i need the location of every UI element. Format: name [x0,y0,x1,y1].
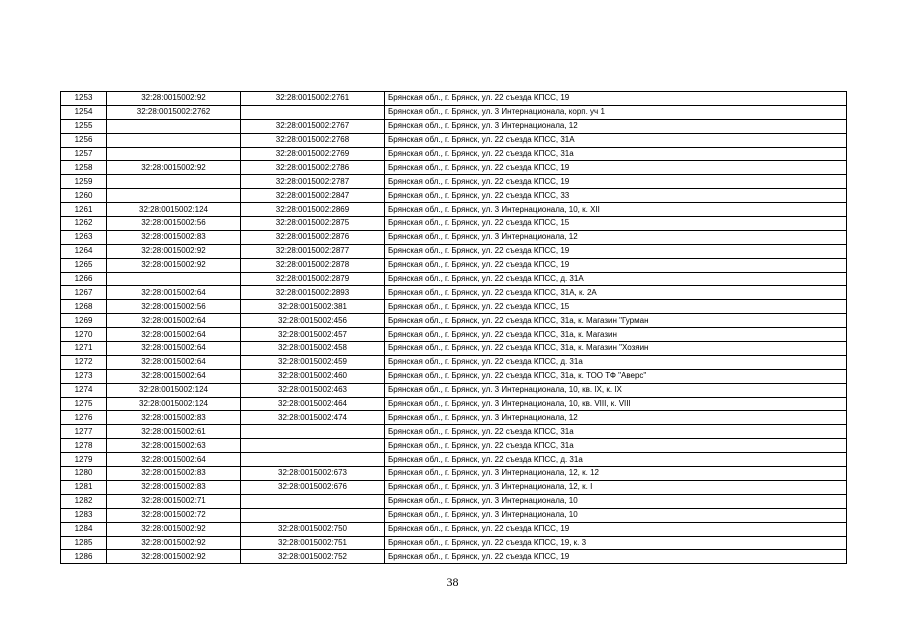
row-number-cell: 1281 [61,480,107,494]
address-cell: Брянская обл., г. Брянск, ул. 22 съезда КПСС, 15 [385,217,847,231]
table-row [61,328,847,342]
object-number-cell: 32:28:0015002:456 [241,314,385,328]
parcel-number-cell [107,175,241,189]
row-number-cell: 1278 [61,439,107,453]
parcel-number-cell [107,133,241,147]
address-cell: Брянская обл., г. Брянск, ул. 3 Интернационала, 12 [385,119,847,133]
table-row [61,105,847,119]
row-number-cell: 1258 [61,161,107,175]
parcel-number-cell: 32:28:0015002:124 [107,203,241,217]
parcel-number-cell: 32:28:0015002:64 [107,453,241,467]
row-number-cell: 1256 [61,133,107,147]
table-row [61,244,847,258]
table-row [61,425,847,439]
parcel-number-cell: 32:28:0015002:61 [107,425,241,439]
parcel-number-cell: 32:28:0015002:124 [107,383,241,397]
address-cell: Брянская обл., г. Брянск, ул. 3 Интернационала, корп. уч 1 [385,105,847,119]
address-cell: Брянская обл., г. Брянск, ул. 22 съезда КПСС, 31А, к. 2А [385,286,847,300]
row-number-cell: 1271 [61,342,107,356]
address-cell: Брянская обл., г. Брянск, ул. 3 Интернационала, 12 [385,411,847,425]
registry-table-body [61,92,847,564]
object-number-cell: 32:28:0015002:458 [241,342,385,356]
object-number-cell: 32:28:0015002:2761 [241,92,385,106]
parcel-number-cell: 32:28:0015002:92 [107,522,241,536]
parcel-number-cell: 32:28:0015002:92 [107,536,241,550]
table-row [61,161,847,175]
address-cell: Брянская обл., г. Брянск, ул. 22 съезда КПСС, 31а, к. Магазин "Гурман [385,314,847,328]
table-row [61,175,847,189]
registry-table [60,91,847,564]
table-row [61,397,847,411]
address-cell: Брянская обл., г. Брянск, ул. 22 съезда КПСС, 19 [385,550,847,564]
parcel-number-cell: 32:28:0015002:92 [107,258,241,272]
address-cell: Брянская обл., г. Брянск, ул. 22 съезда КПСС, 31а, к. Магазин [385,328,847,342]
address-cell: Брянская обл., г. Брянск, ул. 22 съезда КПСС, 31а [385,439,847,453]
object-number-cell: 32:28:0015002:474 [241,411,385,425]
table-row [61,92,847,106]
row-number-cell: 1274 [61,383,107,397]
parcel-number-cell: 32:28:0015002:56 [107,217,241,231]
row-number-cell: 1284 [61,522,107,536]
table-row [61,467,847,481]
address-cell: Брянская обл., г. Брянск, ул. 22 съезда КПСС, д. 31А [385,272,847,286]
row-number-cell: 1265 [61,258,107,272]
object-number-cell: 32:28:0015002:2878 [241,258,385,272]
row-number-cell: 1286 [61,550,107,564]
table-row [61,411,847,425]
object-number-cell: 32:28:0015002:459 [241,355,385,369]
object-number-cell [241,439,385,453]
row-number-cell: 1279 [61,453,107,467]
object-number-cell: 32:28:0015002:676 [241,480,385,494]
parcel-number-cell: 32:28:0015002:2762 [107,105,241,119]
object-number-cell: 32:28:0015002:752 [241,550,385,564]
table-row [61,230,847,244]
address-cell: Брянская обл., г. Брянск, ул. 22 съезда КПСС, 19, к. 3 [385,536,847,550]
row-number-cell: 1257 [61,147,107,161]
row-number-cell: 1269 [61,314,107,328]
table-row [61,550,847,564]
address-cell: Брянская обл., г. Брянск, ул. 3 Интернационала, 10 [385,494,847,508]
row-number-cell: 1277 [61,425,107,439]
address-cell: Брянская обл., г. Брянск, ул. 22 съезда КПСС, д. 31а [385,453,847,467]
row-number-cell: 1285 [61,536,107,550]
row-number-cell: 1272 [61,355,107,369]
object-number-cell: 32:28:0015002:2786 [241,161,385,175]
address-cell: Брянская обл., г. Брянск, ул. 3 Интернационала, 10, кв. VIII, к. VIII [385,397,847,411]
object-number-cell: 32:28:0015002:2769 [241,147,385,161]
table-row [61,355,847,369]
object-number-cell [241,508,385,522]
parcel-number-cell: 32:28:0015002:63 [107,439,241,453]
table-row [61,272,847,286]
row-number-cell: 1276 [61,411,107,425]
address-cell: Брянская обл., г. Брянск, ул. 3 Интернационала, 12, к. 12 [385,467,847,481]
parcel-number-cell [107,119,241,133]
table-row [61,522,847,536]
row-number-cell: 1270 [61,328,107,342]
table-row [61,300,847,314]
table-row [61,536,847,550]
row-number-cell: 1253 [61,92,107,106]
object-number-cell: 32:28:0015002:2767 [241,119,385,133]
object-number-cell: 32:28:0015002:2876 [241,230,385,244]
address-cell: Брянская обл., г. Брянск, ул. 22 съезда КПСС, 19 [385,161,847,175]
table-row [61,203,847,217]
table-row [61,314,847,328]
table-row [61,494,847,508]
parcel-number-cell: 32:28:0015002:71 [107,494,241,508]
object-number-cell: 32:28:0015002:2787 [241,175,385,189]
object-number-cell: 32:28:0015002:2768 [241,133,385,147]
row-number-cell: 1264 [61,244,107,258]
parcel-number-cell: 32:28:0015002:64 [107,314,241,328]
row-number-cell: 1262 [61,217,107,231]
object-number-cell: 32:28:0015002:750 [241,522,385,536]
table-row [61,147,847,161]
row-number-cell: 1280 [61,467,107,481]
row-number-cell: 1266 [61,272,107,286]
parcel-number-cell: 32:28:0015002:64 [107,286,241,300]
parcel-number-cell: 32:28:0015002:64 [107,342,241,356]
table-row [61,133,847,147]
address-cell: Брянская обл., г. Брянск, ул. 22 съезда КПСС, 33 [385,189,847,203]
address-cell: Брянская обл., г. Брянск, ул. 22 съезда КПСС, 19 [385,522,847,536]
object-number-cell: 32:28:0015002:460 [241,369,385,383]
object-number-cell [241,425,385,439]
table-row [61,383,847,397]
object-number-cell: 32:28:0015002:464 [241,397,385,411]
object-number-cell [241,494,385,508]
table-row [61,480,847,494]
object-number-cell: 32:28:0015002:2893 [241,286,385,300]
object-number-cell: 32:28:0015002:2877 [241,244,385,258]
parcel-number-cell: 32:28:0015002:83 [107,467,241,481]
object-number-cell [241,453,385,467]
object-number-cell: 32:28:0015002:751 [241,536,385,550]
address-cell: Брянская обл., г. Брянск, ул. 22 съезда КПСС, 19 [385,175,847,189]
address-cell: Брянская обл., г. Брянск, ул. 22 съезда КПСС, 31а, к. Магазин "Хозяин [385,342,847,356]
object-number-cell: 32:28:0015002:673 [241,467,385,481]
row-number-cell: 1268 [61,300,107,314]
address-cell: Брянская обл., г. Брянск, ул. 22 съезда КПСС, 19 [385,92,847,106]
parcel-number-cell: 32:28:0015002:92 [107,161,241,175]
page-number: 38 [446,575,459,589]
parcel-number-cell: 32:28:0015002:64 [107,355,241,369]
parcel-number-cell: 32:28:0015002:83 [107,411,241,425]
object-number-cell: 32:28:0015002:381 [241,300,385,314]
table-row [61,217,847,231]
parcel-number-cell [107,272,241,286]
table-row [61,286,847,300]
row-number-cell: 1267 [61,286,107,300]
object-number-cell [241,105,385,119]
table-row [61,342,847,356]
address-cell: Брянская обл., г. Брянск, ул. 22 съезда КПСС, 19 [385,244,847,258]
address-cell: Брянская обл., г. Брянск, ул. 22 съезда КПСС, 31а [385,425,847,439]
row-number-cell: 1260 [61,189,107,203]
parcel-number-cell: 32:28:0015002:92 [107,550,241,564]
parcel-number-cell: 32:28:0015002:124 [107,397,241,411]
object-number-cell: 32:28:0015002:2869 [241,203,385,217]
address-cell: Брянская обл., г. Брянск, ул. 22 съезда КПСС, 15 [385,300,847,314]
row-number-cell: 1275 [61,397,107,411]
object-number-cell: 32:28:0015002:2879 [241,272,385,286]
row-number-cell: 1255 [61,119,107,133]
row-number-cell: 1261 [61,203,107,217]
address-cell: Брянская обл., г. Брянск, ул. 22 съезда КПСС, 31а, к. ТОО ТФ "Аверс" [385,369,847,383]
address-cell: Брянская обл., г. Брянск, ул. 3 Интернационала, 12, к. I [385,480,847,494]
object-number-cell: 32:28:0015002:463 [241,383,385,397]
table-row [61,119,847,133]
address-cell: Брянская обл., г. Брянск, ул. 22 съезда КПСС, 19 [385,258,847,272]
parcel-number-cell [107,147,241,161]
address-cell: Брянская обл., г. Брянск, ул. 3 Интернационала, 10, кв. IX, к. IX [385,383,847,397]
parcel-number-cell: 32:28:0015002:83 [107,480,241,494]
address-cell: Брянская обл., г. Брянск, ул. 3 Интернационала, 10, к. XII [385,203,847,217]
object-number-cell: 32:28:0015002:457 [241,328,385,342]
table-row [61,439,847,453]
table-row [61,508,847,522]
object-number-cell: 32:28:0015002:2847 [241,189,385,203]
row-number-cell: 1263 [61,230,107,244]
address-cell: Брянская обл., г. Брянск, ул. 22 съезда КПСС, 31а [385,147,847,161]
address-cell: Брянская обл., г. Брянск, ул. 22 съезда КПСС, 31А [385,133,847,147]
parcel-number-cell: 32:28:0015002:72 [107,508,241,522]
object-number-cell: 32:28:0015002:2875 [241,217,385,231]
row-number-cell: 1254 [61,105,107,119]
table-row [61,453,847,467]
row-number-cell: 1282 [61,494,107,508]
parcel-number-cell: 32:28:0015002:92 [107,244,241,258]
parcel-number-cell: 32:28:0015002:83 [107,230,241,244]
row-number-cell: 1283 [61,508,107,522]
parcel-number-cell: 32:28:0015002:64 [107,369,241,383]
table-row [61,189,847,203]
address-cell: Брянская обл., г. Брянск, ул. 22 съезда КПСС, д. 31а [385,355,847,369]
row-number-cell: 1273 [61,369,107,383]
parcel-number-cell [107,189,241,203]
parcel-number-cell: 32:28:0015002:56 [107,300,241,314]
address-cell: Брянская обл., г. Брянск, ул. 3 Интернационала, 12 [385,230,847,244]
row-number-cell: 1259 [61,175,107,189]
table-row [61,369,847,383]
parcel-number-cell: 32:28:0015002:92 [107,92,241,106]
parcel-number-cell: 32:28:0015002:64 [107,328,241,342]
table-row [61,258,847,272]
address-cell: Брянская обл., г. Брянск, ул. 3 Интернационала, 10 [385,508,847,522]
